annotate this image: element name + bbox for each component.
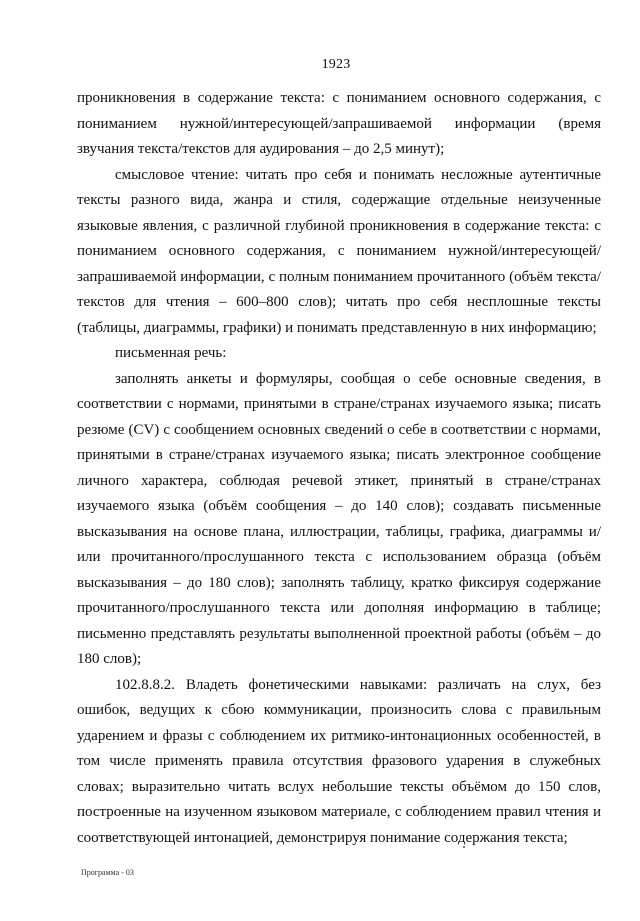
scan-speck: [463, 846, 465, 848]
page-footer: Программа - 03: [81, 868, 134, 877]
document-body: [77, 86, 601, 851]
paragraph-phonetics: 102.8.8.2. Владеть фонетическими навыками: различать на слух, без ошибок, ведущих к сбою коммуникации, произносить слова с правильным ударением и фразы с соблюдением их ритмико-интонационных особенностей, в том числе применять правила отсутствия фразового ударения в служебных словах; выразительно читать вслух небольшие тексты объёмом до 150 слов, построенные на изученном языковом материале, с соблюдением правил чтения и соответствующей интонацией, демонстрируя понимание содержания текста;: [77, 676, 601, 846]
paragraph-writing-heading: письменная речь:: [115, 345, 227, 361]
paragraph-listening-continuation: проникновения в содержание текста: с пониманием основного содержания, с пониманием нужной/интересующей/запрашиваемой информации (время звучания текста/текстов для аудирования – до 2,5 минут);: [77, 90, 601, 157]
paragraph-writing: заполнять анкеты и формуляры, сообщая о себе основные сведения, в соответствии с нормами, принятыми в стране/странах изучаемого языка; писать резюме (CV) с сообщением основных сведений о себе в соответствии с нормами, принятыми в стране/странах изучаемого языка; писать электронное сообщение личного характера, соблюдая речевой этикет, принятый в стране/странах изучаемого языка (объём сообщения – до 140 слов); создавать письменные высказывания на основе плана, иллюстрации, таблицы, графика, диаграммы и/или прочитанного/прослушанного текста с использованием образца (объём высказывания – до 180 слов); заполнять таблицу, кратко фиксируя содержание прочитанного/прослушанного текста или дополняя информацию в таблице; письменно представлять результаты выполненной проектной работы (объём – до 180 слов);: [77, 370, 601, 667]
page-number: 1923: [321, 57, 351, 72]
paragraph-reading: смысловое чтение: читать про себя и понимать несложные аутентичные тексты разного вида, жанра и стиля, содержащие отдельные неизученные языковые явления, с различной глубиной проникновения в содержание текста: с пониманием основного содержания, с пониманием нужной/интересующей/запрашиваемой информации, с полным пониманием прочитанного (объём текста/текстов для чтения – 600–800 слов); читать про себя несплошные тексты (таблицы, диаграммы, графики) и понимать представленную в них информацию;: [77, 166, 601, 336]
